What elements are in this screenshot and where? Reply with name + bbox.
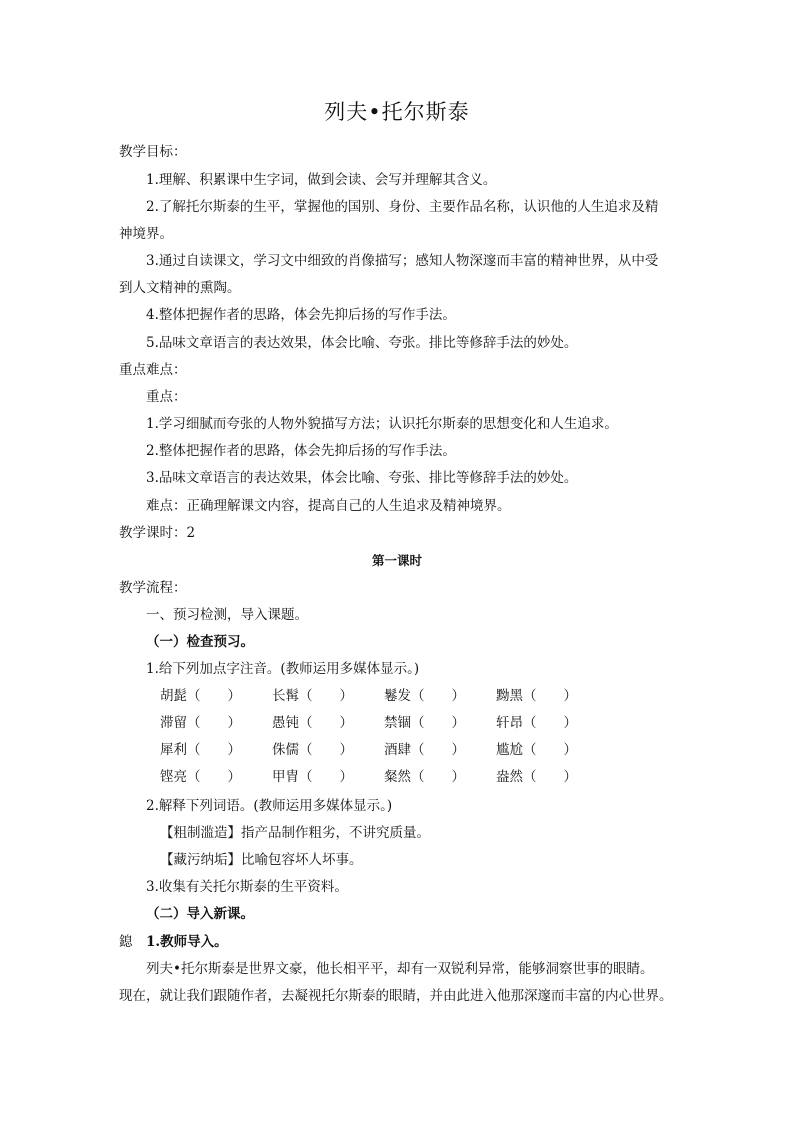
key-point-line: 2.整体把握作者的思路，体会先抑后扬的写作手法。 xyxy=(146,443,456,459)
word-item: 黝黑（ ） xyxy=(496,688,577,704)
objective-line: 神境界。 xyxy=(119,226,173,242)
word-item: 胡髭（ ） xyxy=(160,688,241,704)
step-one: 一、预习检测，导入课题。 xyxy=(146,607,308,623)
word-item: 轩昂（ ） xyxy=(496,715,577,731)
definition-line: 【藏污纳垢】比喻包容坏人坏事。 xyxy=(160,852,363,868)
intro-paragraph-line: 列夫•托尔斯泰是世界文豪，他长相平平，却有一双锐利异常，能够洞察世事的眼睛。 xyxy=(146,961,654,977)
intro-paragraph-line: 现在，就让我们跟随作者，去凝视托尔斯泰的眼睛，并由此进入他那深邃而丰富的内心世界。 xyxy=(119,988,673,1004)
task-one: 1.给下列加点字注音。(教师运用多媒体显示。) xyxy=(146,661,420,677)
objective-line: 1.理解、积累课中生字词，做到会读、会写并理解其含义。 xyxy=(146,172,497,188)
word-row xyxy=(160,741,630,768)
word-item: 粲然（ ） xyxy=(384,769,465,785)
word-item: 铿亮（ ） xyxy=(160,769,241,785)
objective-line: 5.品味文章语言的表达效果，体会比喻、夸张。排比等修辞手法的妙处。 xyxy=(146,335,578,351)
word-row xyxy=(160,768,630,795)
word-item: 长髯（ ） xyxy=(272,688,353,704)
word-item: 酒肆（ ） xyxy=(384,742,465,758)
class-hours: 教学课时：2 xyxy=(119,525,196,541)
objective-line: 4.整体把握作者的思路，体会先抑后扬的写作手法。 xyxy=(146,307,456,323)
word-item: 犀利（ ） xyxy=(160,742,241,758)
document-title: 列夫•托尔斯泰 xyxy=(324,100,470,124)
objective-line: 3.通过自读课文，学习文中细致的肖像描写；感知人物深邃而丰富的精神世界，从中受 xyxy=(146,253,659,269)
word-item: 盎然（ ） xyxy=(496,769,577,785)
margin-mark: 鎴 xyxy=(119,934,133,950)
key-point-line: 1.学习细腻而夸张的人物外貌描写方法；认识托尔斯泰的思想变化和人生追求。 xyxy=(146,416,618,432)
word-item: 鬈发（ ） xyxy=(384,688,465,704)
sub-section-intro: （二）导入新课。 xyxy=(146,906,254,922)
pinyin-word-grid xyxy=(160,687,630,795)
key-points-heading: 重点难点： xyxy=(119,362,187,378)
key-point-line: 3.品味文章语言的表达效果，体会比喻、夸张、排比等修辞手法的妙处。 xyxy=(146,470,578,486)
word-item: 侏儒（ ） xyxy=(272,742,353,758)
word-row xyxy=(160,714,630,741)
word-item: 尴尬（ ） xyxy=(496,742,577,758)
objective-line: 到人文精神的熏陶。 xyxy=(119,280,241,296)
word-item: 甲胄（ ） xyxy=(272,769,353,785)
difficulty-line: 难点：正确理解课文内容，提高自己的人生追求及精神境界。 xyxy=(146,498,511,514)
lesson-heading: 第一课时 xyxy=(371,553,422,568)
definition-line: 【粗制滥造】指产品制作粗劣，不讲究质量。 xyxy=(160,825,430,841)
process-heading: 教学流程： xyxy=(119,580,187,596)
objectives-heading: 教学目标： xyxy=(119,144,187,160)
word-row xyxy=(160,687,630,714)
teacher-intro-heading: 1.教师导入。 xyxy=(146,934,228,950)
task-three: 3.收集有关托尔斯泰的生平资料。 xyxy=(146,879,348,895)
word-item: 滞留（ ） xyxy=(160,715,241,731)
word-item: 禁锢（ ） xyxy=(384,715,465,731)
objective-line: 2.了解托尔斯泰的生平，掌握他的国别、身份、主要作品名称，认识他的人生追求及精 xyxy=(146,199,659,215)
key-points-subheading: 重点： xyxy=(146,389,187,405)
task-two: 2.解释下列词语。(教师运用多媒体显示。) xyxy=(146,798,393,814)
sub-section-preview: （一）检查预习。 xyxy=(146,634,254,650)
word-item: 愚钝（ ） xyxy=(272,715,353,731)
